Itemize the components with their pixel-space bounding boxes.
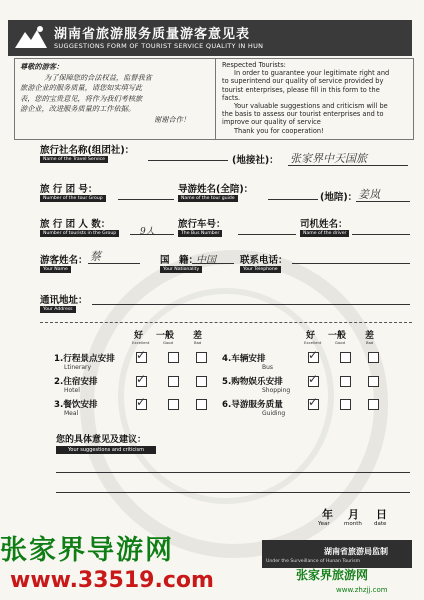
- form-subtitle: SUGGESTIONS FORM OF TOURIST SERVICE QUALITY IN HUN: [54, 42, 264, 50]
- rating-item-itinerary: 1.行程景点安排: [54, 354, 115, 364]
- guiding-bad-checkbox[interactable]: [368, 399, 379, 410]
- date-month-en: month: [344, 521, 362, 527]
- intro-english: [222, 61, 410, 135]
- shopping-bad-checkbox[interactable]: [368, 376, 379, 387]
- shopping-excellent-checkbox[interactable]: [308, 376, 319, 387]
- intro-en-line: improve our quality of service: [222, 118, 321, 127]
- rating-item-meal-en: Meal: [64, 410, 79, 417]
- hotel-good-checkbox[interactable]: [168, 376, 179, 387]
- nationality-label-en: Your Nationality: [160, 266, 202, 273]
- meal-bad-checkbox[interactable]: [196, 399, 207, 410]
- tourism-logo-icon: [12, 22, 50, 54]
- guide-local-label: (地陪)：: [320, 192, 358, 203]
- rating-header-excellent: 好: [306, 331, 316, 341]
- intro-chinese: [20, 62, 200, 125]
- guiding-good-checkbox[interactable]: [340, 399, 351, 410]
- local-agency-label: (地接社)：: [232, 155, 279, 166]
- address-label-en: Your Address: [40, 306, 76, 313]
- rating-header-good: 一般: [156, 331, 175, 341]
- intro-en-line: tourist enterprises, please fill in this form to the: [222, 85, 380, 94]
- intro-cn-line: 为了保障您的合法权益，监督我省: [44, 72, 152, 82]
- date-day-en: date: [374, 521, 387, 527]
- nationality-value: 中国: [196, 255, 216, 266]
- meal-good-checkbox[interactable]: [168, 399, 179, 410]
- bus-number-field[interactable]: [238, 234, 296, 235]
- suggestions-line[interactable]: [56, 492, 410, 493]
- driver-name-label-en: Name of the driver: [300, 230, 349, 237]
- rating-item-shopping: 5.购物娱乐安排: [222, 377, 283, 387]
- shopping-good-checkbox[interactable]: [340, 376, 351, 387]
- rating-item-bus: 4.车辆安排: [222, 354, 266, 364]
- group-number-label: 旅 行 团 号：: [40, 184, 98, 195]
- group-count-label-en: Number of tourists in the Group: [40, 230, 119, 237]
- corner-site-url[interactable]: www.zhzjj.com: [336, 586, 388, 594]
- rating-header-bad-en: Bad: [366, 340, 374, 345]
- intro-cn-line: 表，您的宝贵意见，将作为我们考核旅: [20, 93, 143, 103]
- suggestions-label: 您的具体意见及建议：: [56, 435, 147, 445]
- rating-header-good-en: Good: [163, 340, 173, 345]
- hotel-bad-checkbox[interactable]: [196, 376, 207, 387]
- agency-label: 旅行社名称(组团社)：: [40, 145, 135, 156]
- group-number-label-en: Number of the tour Group: [40, 195, 106, 202]
- intro-divider: [215, 59, 216, 139]
- itinerary-good-checkbox[interactable]: [168, 352, 179, 363]
- guide-local-value: 姜岚: [358, 188, 380, 201]
- intro-cn-line: 尊敬的游客：: [20, 62, 64, 71]
- phone-field[interactable]: [292, 263, 410, 264]
- footer-supervisor: 湖南省旅游局监制: [324, 547, 388, 556]
- address-field[interactable]: [92, 304, 410, 305]
- rating-header-excellent-en: Excellent: [132, 340, 150, 345]
- rating-item-bus-en: Bus: [262, 364, 274, 371]
- tourist-name-label-en: Your Name: [40, 266, 71, 273]
- phone-label: 联系电话：: [240, 255, 288, 266]
- date-day: 日: [376, 508, 387, 521]
- intro-en-line: to superintend our quality of service provided by: [222, 77, 384, 86]
- group-count-field[interactable]: [130, 234, 174, 235]
- evaluation-separator: [40, 322, 412, 323]
- nationality-field[interactable]: [192, 263, 234, 264]
- intro-cn-line: 游企业，改进服务质量的工作依据。: [20, 104, 136, 113]
- bus-bad-checkbox[interactable]: [368, 352, 379, 363]
- form-header: [8, 20, 412, 56]
- site-url-overlay[interactable]: www.33519.com: [10, 568, 214, 593]
- rating-header-bad-en: Bad: [194, 340, 202, 345]
- bus-excellent-checkbox[interactable]: [308, 352, 319, 363]
- corner-site-name: 张家界旅游网: [296, 568, 369, 582]
- rating-item-itinerary-en: Ltinerary: [64, 364, 92, 371]
- bus-good-checkbox[interactable]: [340, 352, 351, 363]
- agency-field[interactable]: [148, 160, 228, 161]
- phone-label-en: Your Telephone: [240, 266, 281, 273]
- date-year: 年: [322, 508, 333, 521]
- group-number-field[interactable]: [118, 199, 174, 200]
- group-count-label: 旅 行 团 人 数：: [40, 219, 111, 230]
- guide-name-label: 导游姓名(全陪)：: [178, 184, 254, 195]
- suggestions-label-en: Your suggestions and criticism: [56, 446, 156, 454]
- tourist-name-value: 蔡: [90, 250, 101, 263]
- rating-header-bad: 差: [193, 331, 203, 341]
- driver-name-label: 司机姓名：: [300, 219, 348, 230]
- meal-excellent-checkbox[interactable]: [136, 399, 147, 410]
- intro-cn-line: 旅游企业的服务质量，请您如实填写此: [20, 83, 143, 92]
- suggestions-line[interactable]: [56, 472, 410, 473]
- agency-label-en: Name of the Travel Service: [40, 156, 108, 163]
- nationality-label: 国 籍：: [160, 255, 199, 266]
- rating-header-good: 一般: [328, 331, 347, 341]
- intro-en-line: Thank you for cooperation!: [234, 126, 324, 135]
- intro-en-line: the basis to assess our tourist enterprises and to: [222, 110, 384, 119]
- tourist-name-label: 游客姓名：: [40, 255, 88, 266]
- itinerary-bad-checkbox[interactable]: [196, 352, 207, 363]
- itinerary-excellent-checkbox[interactable]: [136, 352, 147, 363]
- guide-name-label-en: Name of the tour guide: [178, 195, 238, 202]
- driver-name-field[interactable]: [352, 234, 410, 235]
- footer-supervisor-en: Under the Surveillance of Hunan Tourism: [266, 559, 361, 564]
- rating-header-good-en: Good: [335, 340, 345, 345]
- intro-cn-line: 谢谢合作！: [154, 114, 190, 124]
- guiding-excellent-checkbox[interactable]: [308, 399, 319, 410]
- bus-number-label: 旅行车号：: [178, 219, 226, 230]
- rating-header-excellent: 好: [134, 331, 144, 341]
- rating-item-hotel-en: Hotel: [64, 387, 80, 394]
- group-count-value: 9人: [140, 227, 155, 237]
- intro-en-line: Respected Tourists:: [222, 61, 286, 69]
- footer-supervisor-bar: [262, 540, 412, 568]
- guide-name-field[interactable]: [268, 199, 318, 200]
- hotel-excellent-checkbox[interactable]: [136, 376, 147, 387]
- rating-header-bad: 差: [365, 331, 375, 341]
- rating-item-hotel: 2.住宿安排: [54, 377, 98, 387]
- rating-item-shopping-en: Shopping: [262, 387, 291, 394]
- tourist-name-field[interactable]: [88, 263, 140, 264]
- rating-item-guiding: 6.导游服务质量: [222, 400, 283, 410]
- address-label: 通讯地址：: [40, 295, 88, 306]
- intro-en-line: In order to guarantee your legitimate right and: [234, 69, 390, 78]
- date-month: 月: [348, 508, 359, 521]
- date-year-en: Year: [318, 521, 330, 527]
- form-title: 湖南省旅游服务质量游客意见表: [54, 27, 251, 42]
- local-agency-field[interactable]: [288, 165, 408, 166]
- rating-item-meal: 3.餐饮安排: [54, 400, 98, 410]
- bus-number-label-en: The Bus Number: [178, 230, 222, 237]
- site-name-overlay: 张家界导游网: [0, 535, 174, 566]
- intro-en-line: Your valuable suggestions and criticism will be: [234, 102, 388, 111]
- guide-local-field[interactable]: [356, 201, 410, 202]
- local-agency-value: 张家界中天国旅: [290, 152, 367, 165]
- rating-header-excellent-en: Excellent: [304, 340, 322, 345]
- rating-item-guiding-en: Guiding: [262, 410, 286, 417]
- intro-en-line: facts.: [222, 93, 241, 102]
